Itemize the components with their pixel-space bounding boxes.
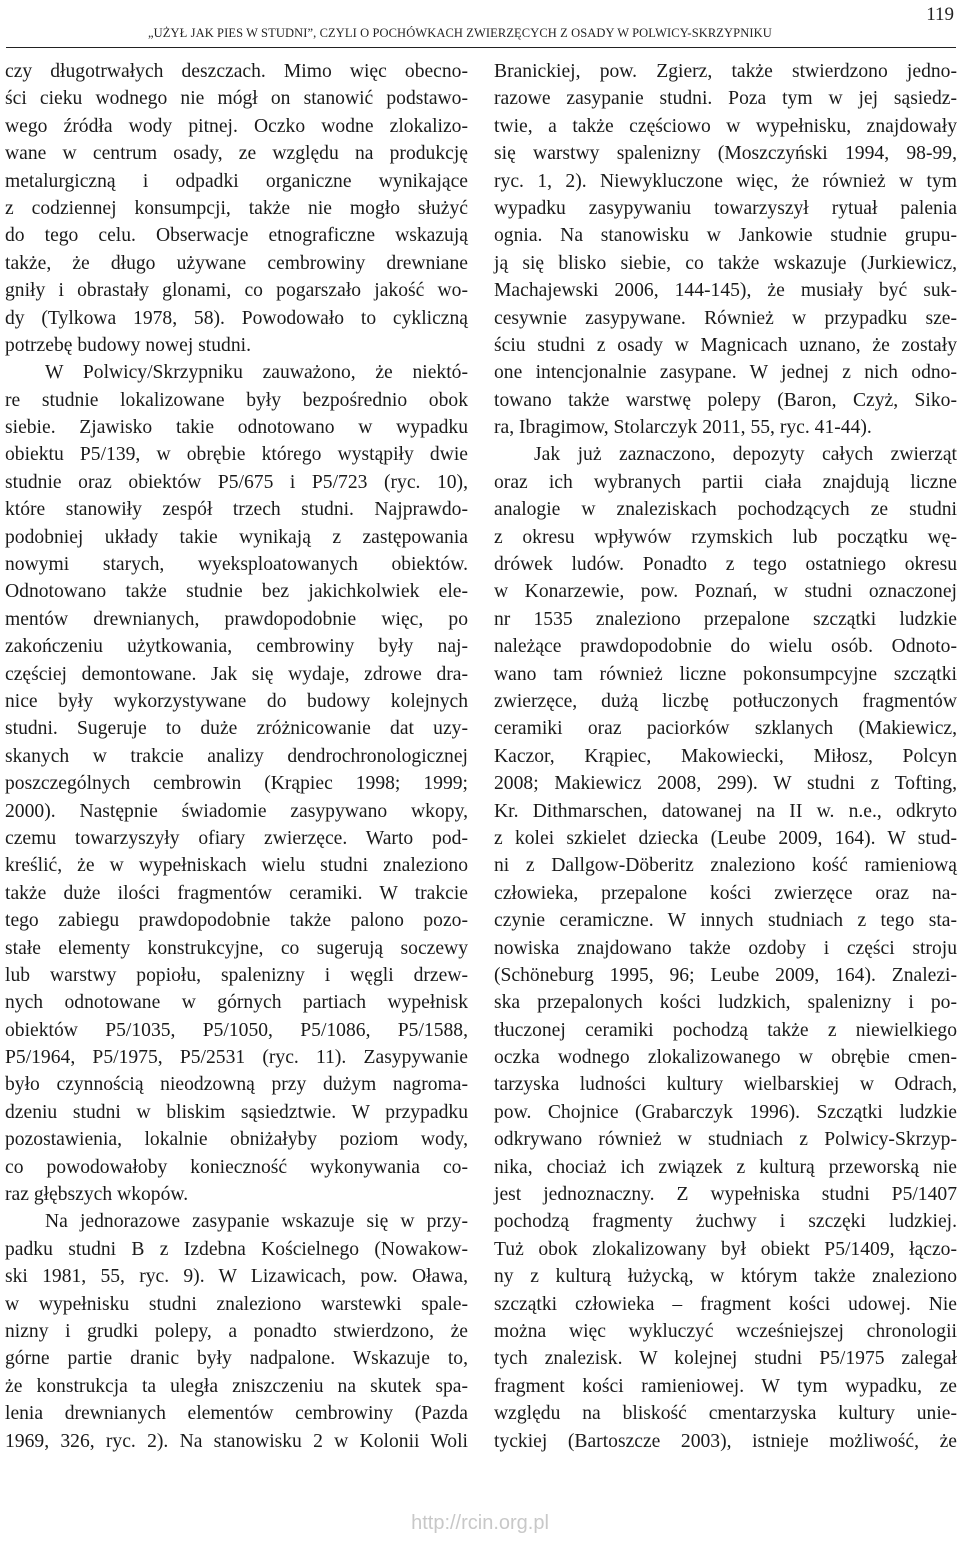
page-number: 119 — [926, 4, 954, 25]
text-line: odkrywano również w studniach z Polwicy-Skrzyp- — [494, 1129, 957, 1151]
text-line: Kaczor, Krąpiec, Makowiecki, Miłosz, Polcyn — [494, 745, 957, 767]
text-line: ceramiki oraz paciorków szklanych (Makiewicz, — [494, 718, 957, 740]
text-line: oraz ich wybranych partii ciała znajdują liczne — [494, 471, 957, 493]
text-line: czy długotrwałych deszczach. Mimo więc obecno- — [5, 61, 468, 82]
text-line: analogie w znaleziskach pochodzących ze studni — [494, 499, 957, 521]
text-line: zwierzęce, dużą liczbę potłuczonych fragmentów — [494, 690, 957, 712]
text-line: z codziennej konsumpcji, także nie mogło służyć — [5, 197, 468, 219]
text-line: Tuż obok zlokalizowany był obiekt P5/1409, łączo- — [494, 1238, 957, 1260]
text-line: obiektu P5/139, w obrębie którego wystąpiły dwie — [5, 444, 468, 466]
text-line: wypadku zasypywaniu towarzyszył rytuał palenia — [494, 197, 957, 219]
text-line: nowiska znajdowano także ozdoby i części stroju — [494, 937, 957, 959]
text-line: można więc wykluczyć wcześniejszej chronologii — [494, 1320, 957, 1342]
text-line: górne partie dranic były nadpalone. Wskazuje to, — [5, 1348, 468, 1370]
running-title: „UŻYŁ JAK PIES W STUDNI”, CZYLI O POCHÓWKACH ZWIERZĘCYCH Z OSADY W POLWICY-SKRZYPNIKU — [148, 26, 772, 40]
text-line: Jak już zaznaczono, depozyty całych zwierząt — [534, 444, 957, 466]
text-line: ognia. Na stanowisku w Jankowie studnie grupu- — [494, 225, 957, 247]
text-line: kreślić, że w wypełniskach wielu studni znaleziono — [5, 855, 468, 877]
text-line: towano także warstwę polepy (Baron, Czyż, Siko- — [494, 389, 957, 411]
text-line: gniły i obrastały glonami, co pogarszało jakość wo- — [5, 280, 468, 302]
running-header — [0, 4, 960, 50]
text-line: tych znalezisk. W kolejnej studni P5/1975 zalegał — [494, 1348, 957, 1370]
text-line: Odnotowano także studnie bez jakichkolwiek ele- — [5, 581, 468, 603]
text-line: P5/1964, P5/1975, P5/2531 (ryc. 11). Zasypywanie — [5, 1047, 468, 1069]
text-line: twie, a także częściowo w wypełnisku, znajdowały — [494, 115, 957, 137]
text-line: z kolei szkielet dziecka (Leube 2009, 164). W stud- — [494, 827, 957, 849]
text-line: stałe elementy konstrukcyjne, co sugerują soczewy — [5, 937, 468, 959]
text-line: które stanowiły zespół trzech studni. Najprawdo- — [5, 499, 468, 521]
text-line: zakończeniu użytkowania, cembrowiny były naj- — [5, 636, 468, 658]
text-line: czemu towarzyszyły ofiary zwierzęce. Warto pod- — [5, 827, 468, 849]
text-line: studnie oraz obiektów P5/675 i P5/723 (ryc. 10), — [5, 471, 468, 493]
text-line: się warstwy spalenizny (Moszczyński 1994, 98-99, — [494, 143, 957, 165]
right-text-column — [494, 58, 957, 1455]
text-line: lenia drewnianych elementów cembrowiny (Pazda — [5, 1403, 468, 1425]
text-line: 1969, 326, ryc. 2). Na stanowisku 2 w Kolonii Woli — [5, 1430, 468, 1452]
text-line: re studnie lokalizowane były bezpośrednio obok — [5, 389, 468, 411]
text-line: z okresu wpływów rzymskich lub początku wę- — [494, 526, 957, 548]
text-line: nika, chociaż ich związek z kulturą przeworską nie — [494, 1156, 957, 1178]
text-line: ją się blisko siebie, co także wskazuje (Jurkiewicz, — [494, 252, 957, 274]
text-line: drówek ludów. Ponadto z tego ostatniego okresu — [494, 554, 957, 576]
text-line: było czynnością nieodzowną przy dużym nagroma- — [5, 1074, 468, 1096]
text-line: także, że długo używane cembrowiny drewniane — [5, 252, 468, 274]
text-line: ściu studni z osady w Magnicach uznano, że zostały — [494, 334, 957, 356]
text-line: szczątki człowieka – fragment kości udowej. Nie — [494, 1293, 957, 1315]
text-line: metalurgiczną i odpadki organiczne wynikające — [5, 170, 468, 192]
text-line: poszczególnych cembrowin (Krąpiec 1998; 1999; — [5, 773, 468, 795]
text-line: częściej demontowane. Jak się wydaje, zdrowe dra- — [5, 663, 468, 685]
text-line: (Schöneburg 1995, 96; Leube 2009, 164). Znalezi- — [494, 964, 957, 986]
text-line: pozostawienia, lokalnie obniżałyby poziom wody, — [5, 1129, 468, 1151]
text-line: Machajewski 2006, 144-145), że musiały być suk- — [494, 280, 957, 302]
text-line: ska przepalonych kości ludzkich, spalenizny i po- — [494, 992, 957, 1014]
text-line: wano tam również liczne pokonsumpcyjne szczątki — [494, 663, 957, 685]
text-line: dy (Tylkowa 1978, 58). Powodowało to cykliczną — [5, 307, 468, 329]
text-line: należące prawdopodobnie do wielu osób. Odnoto- — [494, 636, 957, 658]
text-line: skanych w trakcie analizy dendrochronologicznej — [5, 745, 468, 767]
text-line: ryc. 1, 2). Niewykluczone więc, że również w tym — [494, 170, 957, 192]
text-line: ni z Dallgow-Döberitz znaleziono kość ramieniową — [494, 855, 957, 877]
text-line: 2008; Makiewicz 2008, 299). W studni z Tofting, — [494, 773, 957, 795]
text-line: oczka wodnego zlokalizowanego w obrębie cmen- — [494, 1047, 957, 1069]
text-line: cesywnie zasypywane. Również w przypadku sze- — [494, 307, 957, 329]
text-line: tłuczonej ceramiki pochodzą także z niewielkiego — [494, 1019, 957, 1041]
text-line: wane w centrum osady, ze względu na produkcję — [5, 143, 468, 165]
text-line: pochodzą fragmenty żuchwy i szczęki ludzkiej. — [494, 1211, 957, 1233]
text-line: obiektów P5/1035, P5/1050, P5/1086, P5/1588, — [5, 1019, 468, 1041]
text-line: ści cieku wodnego nie mógł on stanowić podstawo- — [5, 88, 468, 110]
left-text-column — [5, 58, 468, 1455]
text-line: padku studni B z Izdebna Kościelnego (Nowakow- — [5, 1238, 468, 1260]
watermark-url: http://rcin.org.pl — [411, 1512, 549, 1534]
text-line: Na jednorazowe zasypanie wskazuje się w przy- — [45, 1211, 468, 1233]
text-line: względu na bliskość cmentarzyska kultury unie- — [494, 1403, 957, 1425]
text-line: podobniej układy takie wynikają z zastępowania — [5, 526, 468, 548]
header-rule — [6, 47, 956, 48]
text-line: także duże ilości fragmentów ceramiki. W trakcie — [5, 882, 468, 904]
text-line: nizny i grudki polepy, a ponadto stwierdzono, że — [5, 1320, 468, 1342]
text-line: siebie. Zjawisko takie odnotowano w wypadku — [5, 417, 468, 439]
text-line: że konstrukcja ta uległa zniszczeniu na skutek spa- — [5, 1375, 468, 1397]
text-line: ny z kulturą łużycką, w którym także znaleziono — [494, 1266, 957, 1288]
text-line: potrzebę budowy nowej studni. — [5, 334, 251, 356]
text-line: ski 1981, 55, ryc. 9). W Lizawicach, pow. Oława, — [5, 1266, 468, 1288]
text-line: nice były wykorzystywane do budowy kolejnych — [5, 690, 468, 712]
text-line: do tego celu. Obserwacje etnograficzne wskazują — [5, 225, 468, 247]
text-line: raz głębszych wkopów. — [5, 1184, 189, 1206]
text-line: nych odnotowane w górnych partiach wypełnisk — [5, 992, 468, 1014]
text-line: Kr. Dithmarschen, datowanej na II w. n.e., odkryto — [494, 800, 957, 822]
text-line: W Polwicy/Skrzypniku zauważono, że niektó- — [45, 362, 468, 384]
text-line: 2000). Następnie świadomie zasypywano wkopy, — [5, 800, 468, 822]
text-line: razowe zasypanie studni. Poza tym w jej sąsiedz- — [494, 88, 957, 110]
text-line: dzeniu studni w bliskim sąsiedztwie. W przypadku — [5, 1101, 468, 1123]
text-line: w wypełnisku studni znaleziono warstewki spale- — [5, 1293, 468, 1315]
text-line: tego zabiegu prawdopodobnie także palono pozo- — [5, 910, 468, 932]
text-line: w Konarzewie, pow. Poznań, w studni oznaczonej — [494, 581, 957, 603]
text-line: człowieka, przepalone kości zwierzęce oraz na- — [494, 882, 957, 904]
text-line: pow. Chojnice (Grabarczyk 1996). Szczątki ludzkie — [494, 1101, 957, 1123]
text-line: co powodowałoby konieczność wykonywania co- — [5, 1156, 468, 1178]
text-line: tarzyska ludności kultury wielbarskiej w Odrach, — [494, 1074, 957, 1096]
text-line: tyckiej (Bartoszcze 2003), istnieje możliwość, że — [494, 1430, 957, 1452]
text-line: nowymi starych, wyeksploatowanych obiektów. — [5, 554, 468, 576]
text-line: mentów drewnianych, prawdopodobnie więc, po — [5, 608, 468, 630]
text-line: czynie ceramiczne. W innych studniach z tego sta- — [494, 910, 957, 932]
text-line: one intencjonalnie zasypane. W jednej z nich odno- — [494, 362, 957, 384]
text-line: ra, Ibragimow, Stolarczyk 2011, 55, ryc. 41-44). — [494, 417, 872, 439]
text-line: jest jednoznaczny. Z wypełniska studni P5/1407 — [494, 1184, 957, 1206]
text-line: nr 1535 znaleziono przepalone szczątki ludzkie — [494, 608, 957, 630]
text-line: studni. Sugeruje to duże zróżnicowanie dat uzy- — [5, 718, 468, 740]
text-line: wego źródła wody pitnej. Oczko wodne zlokalizo- — [5, 115, 468, 137]
text-line: lub warstwy popiołu, spalenizny i węgli drzew- — [5, 964, 468, 986]
text-line: Branickiej, pow. Zgierz, także stwierdzono jedno- — [494, 61, 957, 82]
text-line: fragment kości ramieniowej. W tym wypadku, ze — [494, 1375, 957, 1397]
